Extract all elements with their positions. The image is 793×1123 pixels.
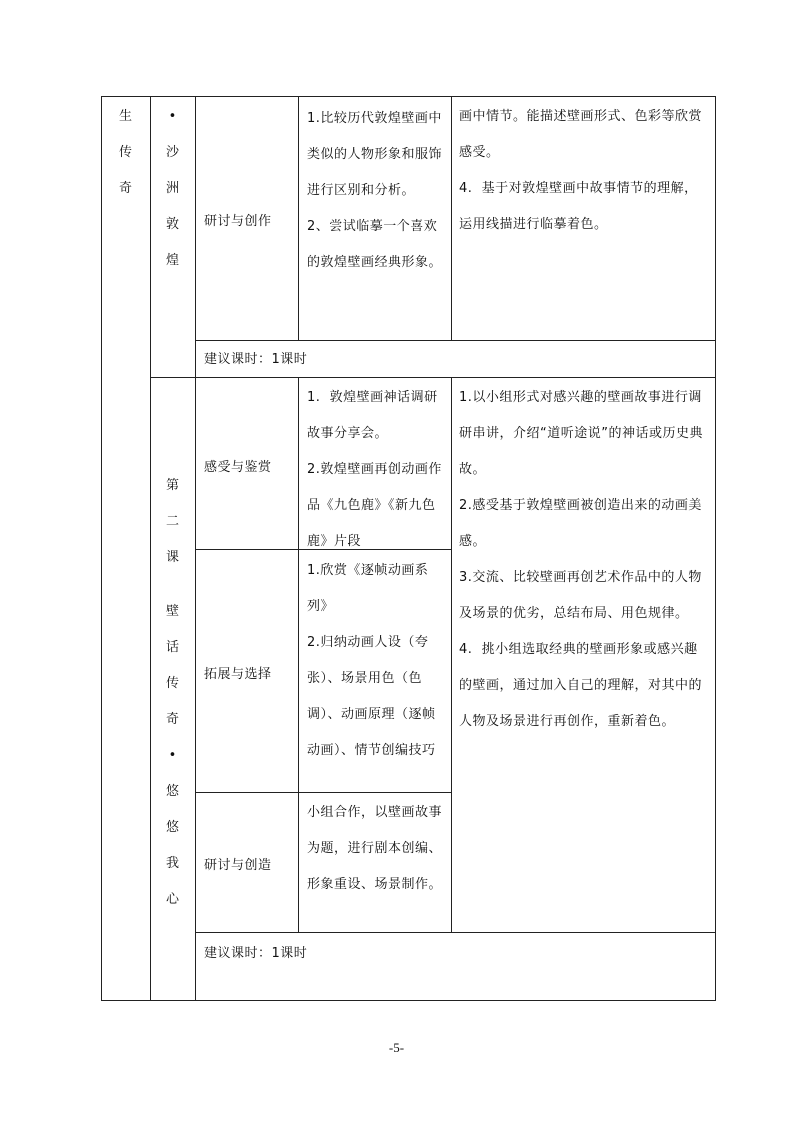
table-right-border bbox=[715, 96, 716, 1001]
stage-label: 拓展与选择 bbox=[204, 667, 272, 682]
lesson-title-char bbox=[150, 576, 195, 594]
lesson-title-char: 敦 bbox=[165, 217, 179, 232]
unit-label-char: 奇 bbox=[118, 181, 132, 196]
lesson-2-title-column bbox=[150, 468, 195, 918]
table-left-border bbox=[101, 96, 102, 1001]
lesson-title-char: 课 bbox=[165, 550, 179, 565]
lesson-title-char: 第 bbox=[165, 478, 179, 493]
lesson-title-char: 洲 bbox=[165, 181, 179, 196]
col-divider-stage-bottom bbox=[298, 377, 299, 932]
stage-goals: 1.以小组形式对感兴趣的壁画故事进行调研串讲，介绍“道听途说”的神话或历史典故。 2.感受基于敦煌壁画被创造出来的动画美感。 3.交流、比较壁画再创艺术作品中的人物及场景的优劣，总结布局、用色规律。 4. 挑小组选取经典的壁画形象或感兴趣的壁画，通过加入自己的理解，对其中的人物及场景进行再创作，重新着色。 bbox=[459, 390, 703, 729]
suggested-hours: 建议课时：1课时 bbox=[204, 946, 308, 961]
lesson-title-char: • bbox=[168, 748, 177, 763]
lesson-title-char: 心 bbox=[165, 892, 179, 907]
col-divider-content-bottom bbox=[451, 377, 452, 932]
unit-label-char: 传 bbox=[118, 145, 132, 160]
page-number: -5- bbox=[388, 1040, 405, 1055]
stage-label: 感受与鉴赏 bbox=[204, 460, 272, 475]
lesson-title-char: 悠 bbox=[165, 784, 179, 799]
stage-label: 研讨与创造 bbox=[204, 858, 272, 873]
col-divider-lesson bbox=[195, 96, 196, 1001]
lesson-title-char: 奇 bbox=[165, 712, 179, 727]
row-divider-hours-1 bbox=[195, 340, 716, 341]
stage-content: 1.欣赏《逐帧动画系列》 2.归纳动画人设（夸张）、场景用色（色调）、动画原理（逐帧动画）、情节创编技巧 bbox=[307, 563, 436, 758]
row-divider-hours-2 bbox=[195, 932, 716, 933]
lesson-title-char: 沙 bbox=[165, 145, 179, 160]
table-top-border bbox=[101, 96, 716, 97]
lesson-title-char: 我 bbox=[165, 856, 179, 871]
lesson-title-char: 传 bbox=[165, 676, 179, 691]
stage-content: 小组合作，以壁画故事为题，进行剧本创编、形象重设、场景制作。 bbox=[307, 805, 443, 892]
lesson-title-column bbox=[150, 99, 195, 279]
col-divider-stage-top bbox=[298, 96, 299, 340]
lesson-title-char: 悠 bbox=[165, 820, 179, 835]
table-bottom-border bbox=[101, 1000, 716, 1001]
unit-label-char: 生 bbox=[118, 109, 132, 124]
lesson-title-char: 煌 bbox=[165, 253, 179, 268]
stage-label: 研讨与创作 bbox=[204, 214, 272, 229]
lesson-title-char: 话 bbox=[165, 640, 179, 655]
stage-content: 1. 敦煌壁画神话调研故事分享会。 2.敦煌壁画再创动画作品《九色鹿》《新九色鹿》片段 bbox=[307, 390, 442, 549]
stage-content: 1.比较历代敦煌壁画中类似的人物形象和服饰进行区别和分析。 2、尝试临摹一个喜欢的敦煌壁画经典形象。 bbox=[307, 111, 443, 270]
lesson-title-char: 二 bbox=[165, 514, 179, 529]
row-divider-stage-2 bbox=[195, 792, 451, 793]
suggested-hours: 建议课时：1课时 bbox=[204, 352, 308, 367]
col-divider-content-top bbox=[451, 96, 452, 340]
unit-label-column bbox=[101, 99, 150, 207]
lesson-title-char: • bbox=[168, 109, 177, 124]
lesson-title-char: 壁 bbox=[165, 604, 179, 619]
stage-goals: 画中情节。能描述壁画形式、色彩等欣赏感受。 4. 基于对敦煌壁画中故事情节的理解，运用线描进行临摹着色。 bbox=[459, 109, 703, 232]
